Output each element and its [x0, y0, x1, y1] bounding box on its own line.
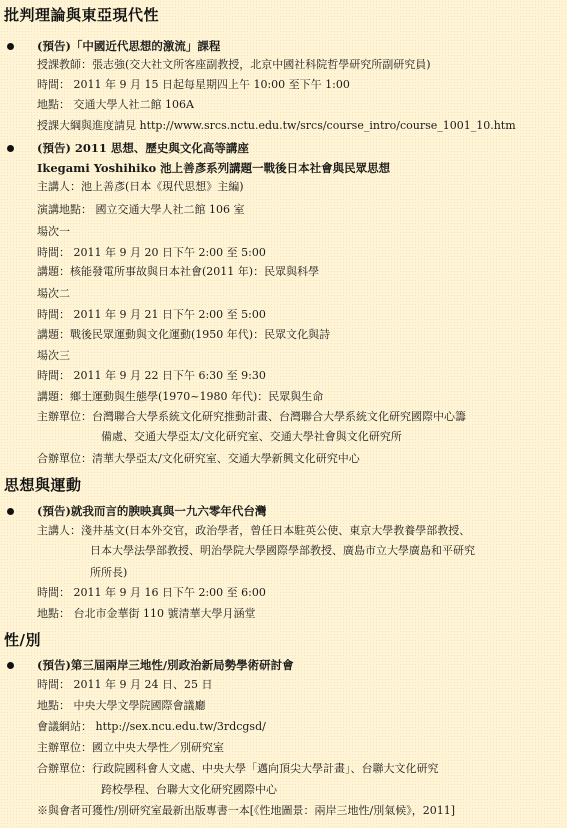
item-heading: (預告) 2011 思想、歷史與文化高等講座 — [37, 141, 249, 155]
conference-website-link[interactable]: 會議網站： http://sex.ncu.edu.tw/3rdcgsd/ — [37, 720, 266, 733]
item-line: 地點： 中央大學文學院國際會議廳 — [37, 699, 206, 712]
item-line: 演講地點： 國立交通大學人社二館 106 室 — [37, 203, 245, 216]
item-subheading: Ikegami Yoshihiko 池上善彥系列講題一戰後日本社會與民眾思想 — [37, 161, 391, 175]
item-line: 主講人：淺井基文(日本外交官，政治學者，曾任日本駐英公使、東京大學教養學部教授、 — [37, 524, 471, 537]
item-line: 時間： 2011 年 9 月 20 日下午 2:00 至 5:00 — [37, 246, 266, 259]
item-line: 場次二 — [37, 287, 70, 300]
item-note: ※與會者可獲性/別研究室最新出版專書一本[《性地圖景：兩岸三地性/別氣候》，2011] — [37, 804, 455, 817]
item-line: 主講人：池上善彥(日本《現代思想》主編) — [37, 180, 244, 193]
item-line: 時間： 2011 年 9 月 15 日起每星期四上午 10:00 至下午 1:00 — [37, 78, 350, 91]
item-line: 授課教師：張志強(交大社文所客座副教授，北京中國社科院哲學研究所副研究員) — [37, 58, 431, 71]
course-link[interactable]: 授課大綱與進度請見 http://www.srcs.nctu.edu.tw/srcs/course_intro/course_1001_10.htm — [37, 119, 516, 132]
item-line: 時間： 2011 年 9 月 21 日下午 2:00 至 5:00 — [37, 308, 266, 321]
item-line: 講題：戰後民眾運動與文化運動(1950 年代)：民眾文化與詩 — [37, 328, 331, 341]
item-line: 主辦單位：台灣聯合大學系統文化研究推動計畫、台灣聯合大學系統文化研究國際中心籌 — [37, 410, 466, 423]
item-line: 時間： 2011 年 9 月 24 日、25 日 — [37, 678, 213, 691]
item-line-continued: 所所長) — [90, 566, 128, 579]
item-line: 地點： 台北市金華街 110 號清華大學月涵堂 — [37, 607, 256, 620]
item-line: 地點： 交通大學人社二館 106A — [37, 98, 194, 111]
item-line: 場次三 — [37, 349, 70, 362]
item-line: 場次一 — [37, 225, 70, 238]
item-line: 時間： 2011 年 9 月 16 日下午 2:00 至 6:00 — [37, 586, 266, 599]
item-line: 主辦單位：國立中央大學性／別研究室 — [37, 741, 224, 754]
item-line: 講題：核能發電所事故與日本社會(2011 年)：民眾與科學 — [37, 265, 320, 278]
item-line: 合辦單位：行政院國科會人文處、中央大學「邁向頂尖大學計畫」、台聯大文化研究 — [37, 762, 439, 775]
item-heading: (預告)第三屆兩岸三地性/別政治新局勢學術研討會 — [37, 658, 294, 672]
item-line-continued: 備處、交通大學亞太/文化研究室、交通大學社會與文化研究所 — [101, 430, 402, 443]
bullet-icon — [7, 43, 14, 50]
section-title-thought-movement: 思想與運動 — [4, 476, 82, 494]
item-heading: (預告)就我而言的腴映真與一九六零年代台灣 — [37, 504, 267, 518]
item-line-continued: 日本大學法學部教授、明治學院大學國際學部教授、廣島市立大學廣島和平研究 — [90, 544, 475, 557]
item-line: 講題：鄉土運動與生態學(1970~1980 年代)：民眾與生命 — [37, 390, 324, 403]
item-line-continued: 跨校學程、台聯大文化研究國際中心 — [101, 783, 277, 796]
item-heading: (預告)「中國近代思想的激流」課程 — [37, 39, 221, 53]
bullet-icon — [7, 508, 14, 515]
section-title-critical-theory: 批判理論與東亞現代性 — [4, 6, 160, 24]
section-title-gender: 性/別 — [4, 631, 41, 649]
item-line: 時間： 2011 年 9 月 22 日下午 6:30 至 9:30 — [37, 369, 266, 382]
bullet-icon — [7, 662, 14, 669]
bullet-icon — [7, 145, 14, 152]
item-line: 合辦單位：清華大學亞太/文化研究室、交通大學新興文化研究中心 — [37, 452, 360, 465]
